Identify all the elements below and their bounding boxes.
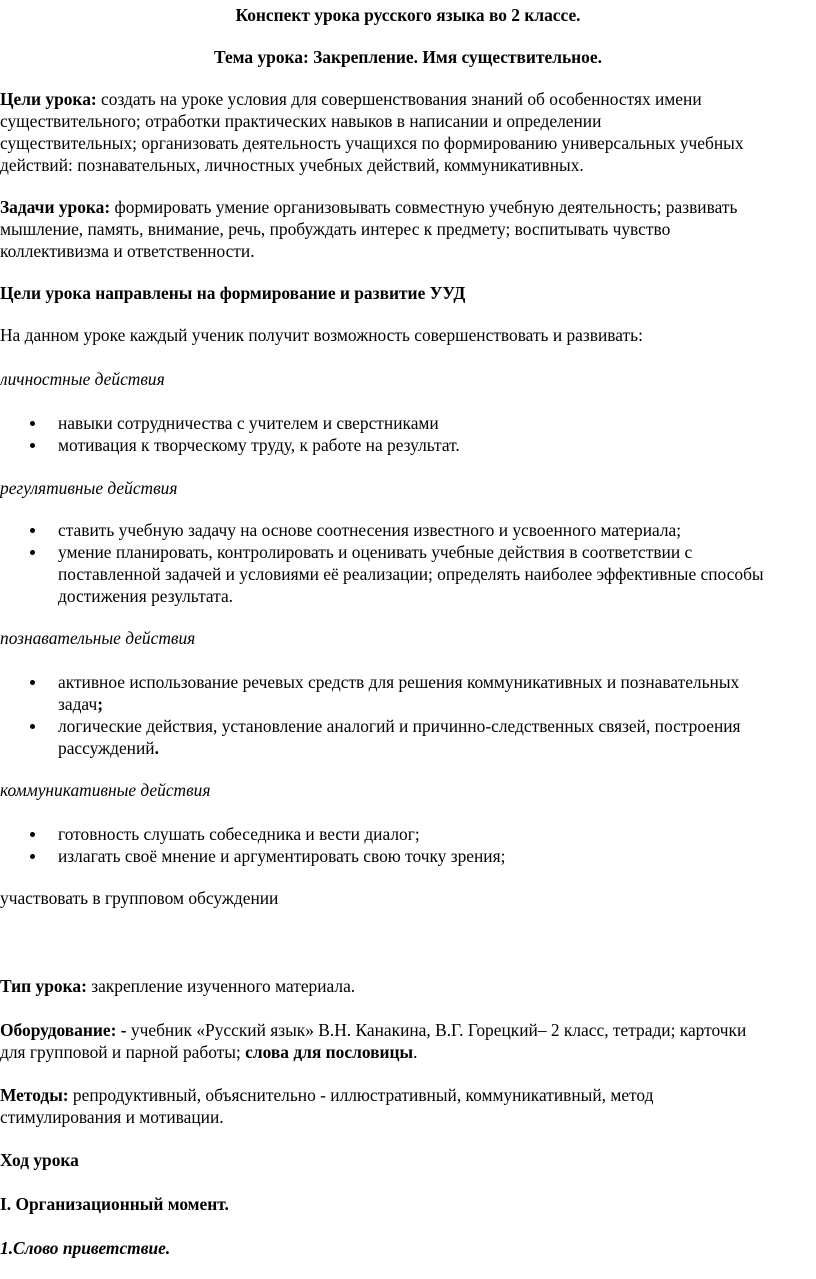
lesson-course-heading: Ход урока xyxy=(0,1150,79,1170)
list-item: мотивация к творческому труду, к работе на результат. xyxy=(58,435,460,455)
list-item: логические действия, установление аналогий и причинно-следственных связей, построения xyxy=(58,716,741,736)
list-item: умение планировать, контролировать и оценивать учебные действия в соответствии с xyxy=(58,542,693,562)
communicative-heading: коммуникативные действия xyxy=(0,780,211,800)
bullet-icon xyxy=(28,434,38,456)
tasks-label: Задачи урока: xyxy=(0,197,111,217)
lesson-type: Тип урока: закрепление изученного материала. xyxy=(0,976,356,996)
regulatory-heading: регулятивные действия xyxy=(0,478,178,498)
list-item-continuation: поставленной задачей и условиями её реализации; определять наиболее эффективные способы xyxy=(58,564,764,584)
list-item: навыки сотрудничества с учителем и сверстниками xyxy=(58,413,439,433)
stage-1-heading: I. Организационный момент. xyxy=(0,1194,229,1214)
greeting-heading: 1.Слово приветствие. xyxy=(0,1238,171,1258)
list-item-continuation: задач; xyxy=(58,694,104,714)
list-item: излагать своё мнение и аргументировать свою точку зрения; xyxy=(58,846,506,866)
bullet-icon xyxy=(28,823,38,845)
bullet-icon xyxy=(28,412,38,434)
lesson-topic: Тема урока: Закрепление. Имя существительное. xyxy=(214,47,602,67)
tasks-line-1: Задачи урока: формировать умение организовывать совместную учебную деятельность; развивать xyxy=(0,197,738,217)
equipment-line-1: Оборудование: - учебник «Русский язык» В.Н. Канакина, В.Г. Горецкий– 2 класс, тетради; карточки xyxy=(0,1020,747,1040)
document-title: Конспект урока русского языка во 2 классе. xyxy=(235,5,581,25)
bullet-icon xyxy=(28,541,38,563)
intro-text: На данном уроке каждый ученик получит возможность совершенствовать и развивать: xyxy=(0,325,643,345)
list-item-continuation: рассуждений. xyxy=(58,738,159,758)
equipment-line-2: для групповой и парной работы; слова для пословицы. xyxy=(0,1042,418,1062)
bullet-icon xyxy=(28,845,38,867)
list-item-continuation: достижения результата. xyxy=(58,586,234,606)
personal-heading: личностные действия xyxy=(0,369,165,389)
equipment-label: Оборудование: - xyxy=(0,1020,127,1040)
goals-line-3: существительных; организовать деятельность учащихся по формированию универсальных учебных xyxy=(0,133,744,153)
bullet-icon xyxy=(28,715,38,737)
goals-line-2: существительного; отработки практических навыков в написании и определении xyxy=(0,111,602,131)
list-item: готовность слушать собеседника и вести диалог; xyxy=(58,824,420,844)
tasks-line-2: мышление, память, внимание, речь, пробуждать интерес к предмету; воспитывать чувство xyxy=(0,219,671,239)
goals-line-4: действий: познавательных, личностных учебных действий, коммуникативных. xyxy=(0,155,584,175)
list-item: ставить учебную задачу на основе соотнесения известного и усвоенного материала; xyxy=(58,520,682,540)
bullet-icon xyxy=(28,671,38,693)
goals-line-1: Цели урока: создать на уроке условия для совершенствования знаний об особенностях имени xyxy=(0,89,702,109)
bullet-icon xyxy=(28,519,38,541)
list-item: активное использование речевых средств для решения коммуникативных и познавательных xyxy=(58,672,740,692)
goals-label: Цели урока: xyxy=(0,89,97,109)
lesson-type-label: Тип урока: xyxy=(0,976,87,996)
methods-label: Методы: xyxy=(0,1085,69,1105)
methods-line-2: стимулирования и мотивации. xyxy=(0,1107,224,1127)
methods-line-1: Методы: репродуктивный, объяснительно - иллюстративный, коммуникативный, метод xyxy=(0,1085,654,1105)
cognitive-heading: познавательные действия xyxy=(0,628,196,648)
tasks-line-3: коллективизма и ответственности. xyxy=(0,241,255,261)
uud-heading: Цели урока направлены на формирование и развитие УУД xyxy=(0,283,466,303)
group-discussion-text: участвовать в групповом обсуждении xyxy=(0,888,279,908)
